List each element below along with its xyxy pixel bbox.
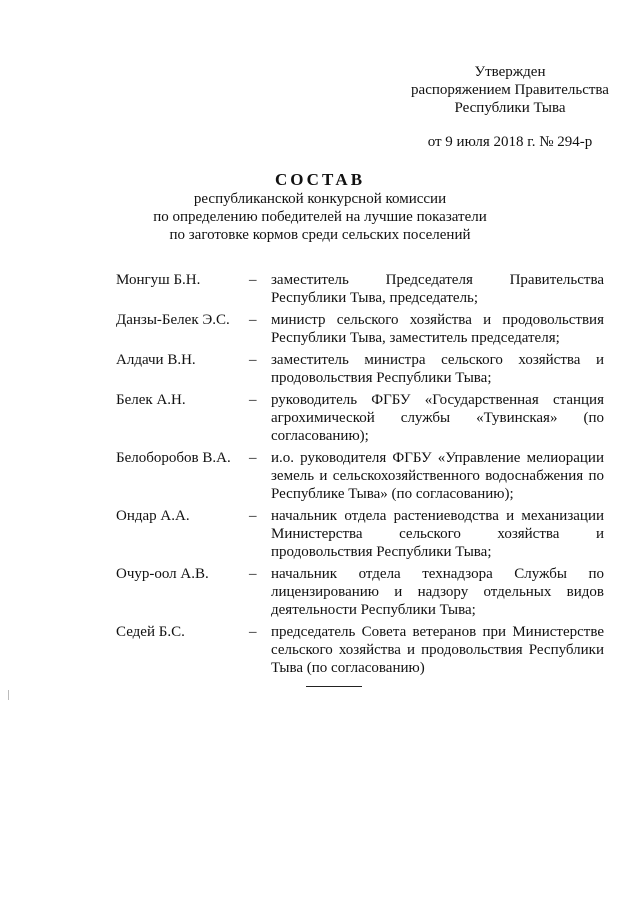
member-name: Монгуш Б.Н.	[116, 272, 201, 288]
member-row	[116, 565, 604, 619]
member-role: начальник отдела технадзора Службы по лицензированию и надзору отдельных видов деятельности Республики Тыва;	[271, 566, 604, 618]
member-role: председатель Совета ветеранов при Министерстве сельского хозяйства и продовольствия Республики Тыва (по согласованию)	[271, 624, 604, 676]
member-dash: –	[249, 392, 257, 408]
document-heading	[0, 170, 640, 244]
approval-line-1: Утвержден	[474, 64, 546, 80]
member-dash: –	[249, 312, 257, 328]
approval-line-3: Республики Тыва	[454, 100, 566, 116]
closing-divider	[306, 686, 362, 687]
member-role: министр сельского хозяйства и продовольствия Республики Тыва, заместитель председателя;	[271, 312, 604, 346]
member-dash: –	[249, 352, 257, 368]
member-name: Ондар А.А.	[116, 508, 190, 524]
member-row	[116, 623, 604, 677]
member-name: Очур-оол А.В.	[116, 566, 209, 582]
scan-margin-mark	[8, 690, 9, 700]
approval-date: от 9 июля 2018 г. № 294-р	[427, 134, 593, 150]
approval-line-2: распоряжением Правительства	[411, 82, 609, 98]
member-role: заместитель министра сельского хозяйства и продовольствия Республики Тыва;	[271, 352, 604, 386]
member-role: начальник отдела растениеводства и механизации Министерства сельского хозяйства и продовольствия Республики Тыва;	[271, 508, 604, 560]
member-role: руководитель ФГБУ «Государственная станция агрохимической службы «Тувинская» (по согласованию);	[271, 392, 604, 444]
member-dash: –	[249, 508, 257, 524]
member-row	[116, 351, 604, 387]
member-name: Седей Б.С.	[116, 624, 185, 640]
member-dash: –	[249, 272, 257, 288]
member-name: Алдачи В.Н.	[116, 352, 196, 368]
member-role: и.о. руководителя ФГБУ «Управление мелиорации земель и сельскохозяйственного водоснабжения по Республике Тыва» (по согласованию);	[271, 450, 604, 502]
document-title: СОСТАВ	[274, 170, 366, 189]
member-row	[116, 271, 604, 307]
member-name: Белек А.Н.	[116, 392, 186, 408]
member-dash: –	[249, 566, 257, 582]
heading-line-3: по заготовке кормов среди сельских поселений	[169, 227, 471, 243]
member-role: заместитель Председателя Правительства Республики Тыва, председатель;	[271, 272, 604, 306]
member-name: Данзы-Белек Э.С.	[116, 312, 230, 328]
member-row	[116, 507, 604, 561]
member-name: Белоборобов В.А.	[116, 450, 231, 466]
member-row	[116, 311, 604, 347]
members-list	[116, 271, 604, 681]
approval-block	[380, 63, 640, 151]
heading-line-1: республиканской конкурсной комиссии	[193, 191, 447, 207]
member-dash: –	[249, 624, 257, 640]
member-dash: –	[249, 450, 257, 466]
member-row	[116, 449, 604, 503]
member-row	[116, 391, 604, 445]
heading-line-2: по определению победителей на лучшие показатели	[153, 209, 487, 225]
